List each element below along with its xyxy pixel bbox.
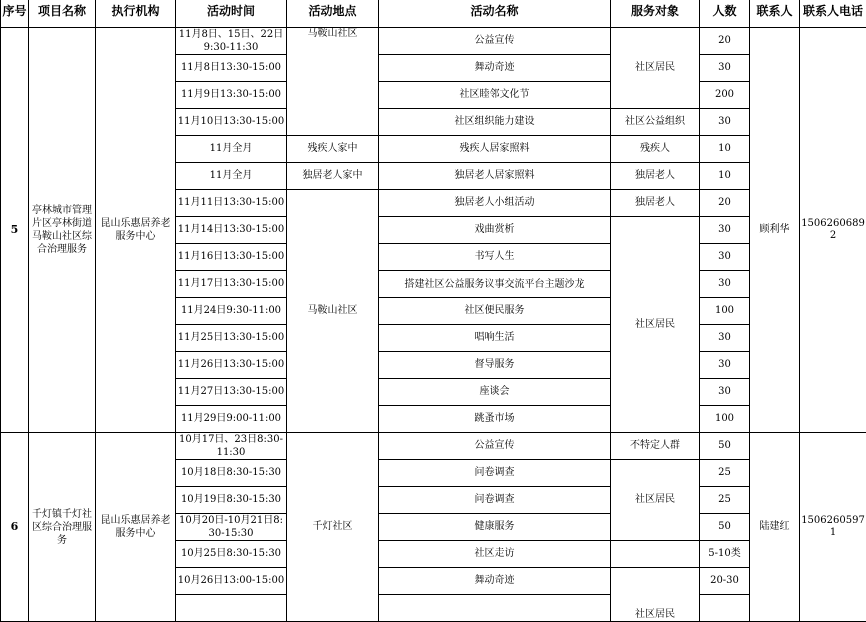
service-target [611, 541, 700, 568]
participant-count: 30 [700, 217, 750, 244]
participant-count: 25 [700, 487, 750, 514]
executing-org: 昆山乐惠居养老服务中心 [96, 28, 176, 433]
activity-name: 跳蚤市场 [379, 406, 611, 433]
activity-place: 马鞍山社区 [287, 28, 379, 136]
activity-time: 11月29日9:00-11:00 [176, 406, 287, 433]
service-target: 残疾人 [611, 136, 700, 163]
header-place: 活动地点 [287, 0, 379, 28]
service-target: 社区居民 [611, 28, 700, 109]
service-target: 独居老人 [611, 190, 700, 217]
activity-name: 社区便民服务 [379, 298, 611, 325]
activity-time: 11月25日13:30-15:00 [176, 325, 287, 352]
participant-count: 30 [700, 352, 750, 379]
activity-name [379, 595, 611, 622]
contact-phone: 15062606892 [800, 28, 866, 433]
participant-count: 5-10类 [700, 541, 750, 568]
project-name: 亭林城市管理片区亭林街道马鞍山社区综合治理服务 [29, 28, 96, 433]
activity-time: 11月17日13:30-15:00 [176, 271, 287, 298]
group-seq: 6 [1, 433, 29, 622]
activity-name: 舞动奇迹 [379, 568, 611, 595]
service-target: 不特定人群 [611, 433, 700, 460]
participant-count: 50 [700, 433, 750, 460]
table-row [1, 28, 866, 55]
activity-name: 独居老人小组活动 [379, 190, 611, 217]
header-seq: 序号 [1, 0, 29, 28]
activity-name: 健康服务 [379, 514, 611, 541]
activity-place: 马鞍山社区 [287, 190, 379, 433]
activity-name: 社区走访 [379, 541, 611, 568]
activity-time: 11月14日13:30-15:00 [176, 217, 287, 244]
activity-name: 问卷调查 [379, 487, 611, 514]
participant-count: 30 [700, 109, 750, 136]
participant-count [700, 595, 750, 622]
participant-count: 30 [700, 379, 750, 406]
activity-name: 问卷调查 [379, 460, 611, 487]
contact-phone: 15062605971 [800, 433, 866, 622]
participant-count: 20 [700, 28, 750, 55]
participant-count: 100 [700, 298, 750, 325]
activity-time: 11月9日13:30-15:00 [176, 82, 287, 109]
activity-time: 11月27日13:30-15:00 [176, 379, 287, 406]
header-count: 人数 [700, 0, 750, 28]
activity-time: 11月全月 [176, 163, 287, 190]
activity-place: 残疾人家中 [287, 136, 379, 163]
header-target: 服务对象 [611, 0, 700, 28]
participant-count: 30 [700, 325, 750, 352]
activity-time: 11月10日13:30-15:00 [176, 109, 287, 136]
activity-name: 戏曲赏析 [379, 217, 611, 244]
header-org: 执行机构 [96, 0, 176, 28]
participant-count: 200 [700, 82, 750, 109]
header-name: 活动名称 [379, 0, 611, 28]
activity-name: 残疾人居家照料 [379, 136, 611, 163]
participant-count: 10 [700, 163, 750, 190]
activity-time [176, 595, 287, 622]
activity-time: 10月26日13:00-15:00 [176, 568, 287, 595]
activity-name: 唱响生活 [379, 325, 611, 352]
service-target: 社区居民 [611, 460, 700, 541]
activity-name: 督导服务 [379, 352, 611, 379]
header-row [1, 0, 866, 28]
activity-place: 独居老人家中 [287, 163, 379, 190]
table-row [1, 433, 866, 460]
activity-time: 10月20日-10月21日8:30-15:30 [176, 514, 287, 541]
activity-time: 11月全月 [176, 136, 287, 163]
activity-time: 11月11日13:30-15:00 [176, 190, 287, 217]
participant-count: 30 [700, 271, 750, 298]
activity-time: 10月18日8:30-15:30 [176, 460, 287, 487]
activity-name: 社区睦邻文化节 [379, 82, 611, 109]
activity-time: 10月25日8:30-15:30 [176, 541, 287, 568]
participant-count: 20-30 [700, 568, 750, 595]
group-seq: 5 [1, 28, 29, 433]
activity-time: 11月26日13:30-15:00 [176, 352, 287, 379]
participant-count: 30 [700, 244, 750, 271]
activity-name: 社区组织能力建设 [379, 109, 611, 136]
service-target: 社区居民 [611, 568, 700, 622]
contact-person: 陆建红 [750, 433, 800, 622]
participant-count: 10 [700, 136, 750, 163]
participant-count: 100 [700, 406, 750, 433]
activity-name: 公益宣传 [379, 28, 611, 55]
activity-name: 书写人生 [379, 244, 611, 271]
activity-time: 10月19日8:30-15:30 [176, 487, 287, 514]
service-target: 社区公益组织 [611, 109, 700, 136]
header-time: 活动时间 [176, 0, 287, 28]
service-target: 独居老人 [611, 163, 700, 190]
participant-count: 50 [700, 514, 750, 541]
activity-time: 11月8日13:30-15:00 [176, 55, 287, 82]
activity-time: 11月16日13:30-15:00 [176, 244, 287, 271]
executing-org: 昆山乐惠居养老服务中心 [96, 433, 176, 622]
activity-time: 10月17日、23日8:30-11:30 [176, 433, 287, 460]
activity-name: 独居老人居家照料 [379, 163, 611, 190]
header-phone: 联系人电话 [800, 0, 866, 28]
contact-person: 顾利华 [750, 28, 800, 433]
participant-count: 30 [700, 55, 750, 82]
activity-place: 千灯社区 [287, 433, 379, 622]
activity-name: 舞动奇迹 [379, 55, 611, 82]
service-target: 社区居民 [611, 217, 700, 433]
activity-time: 11月24日9:30-11:00 [176, 298, 287, 325]
activity-name: 座谈会 [379, 379, 611, 406]
project-name: 千灯镇千灯社区综合治理服务 [29, 433, 96, 622]
activity-name: 公益宣传 [379, 433, 611, 460]
activity-time: 11月8日、15日、22日9:30-11:30 [176, 28, 287, 55]
header-project: 项目名称 [29, 0, 96, 28]
header-contact: 联系人 [750, 0, 800, 28]
participant-count: 25 [700, 460, 750, 487]
activity-name: 搭建社区公益服务议事交流平台主题沙龙 [379, 271, 611, 298]
participant-count: 20 [700, 190, 750, 217]
